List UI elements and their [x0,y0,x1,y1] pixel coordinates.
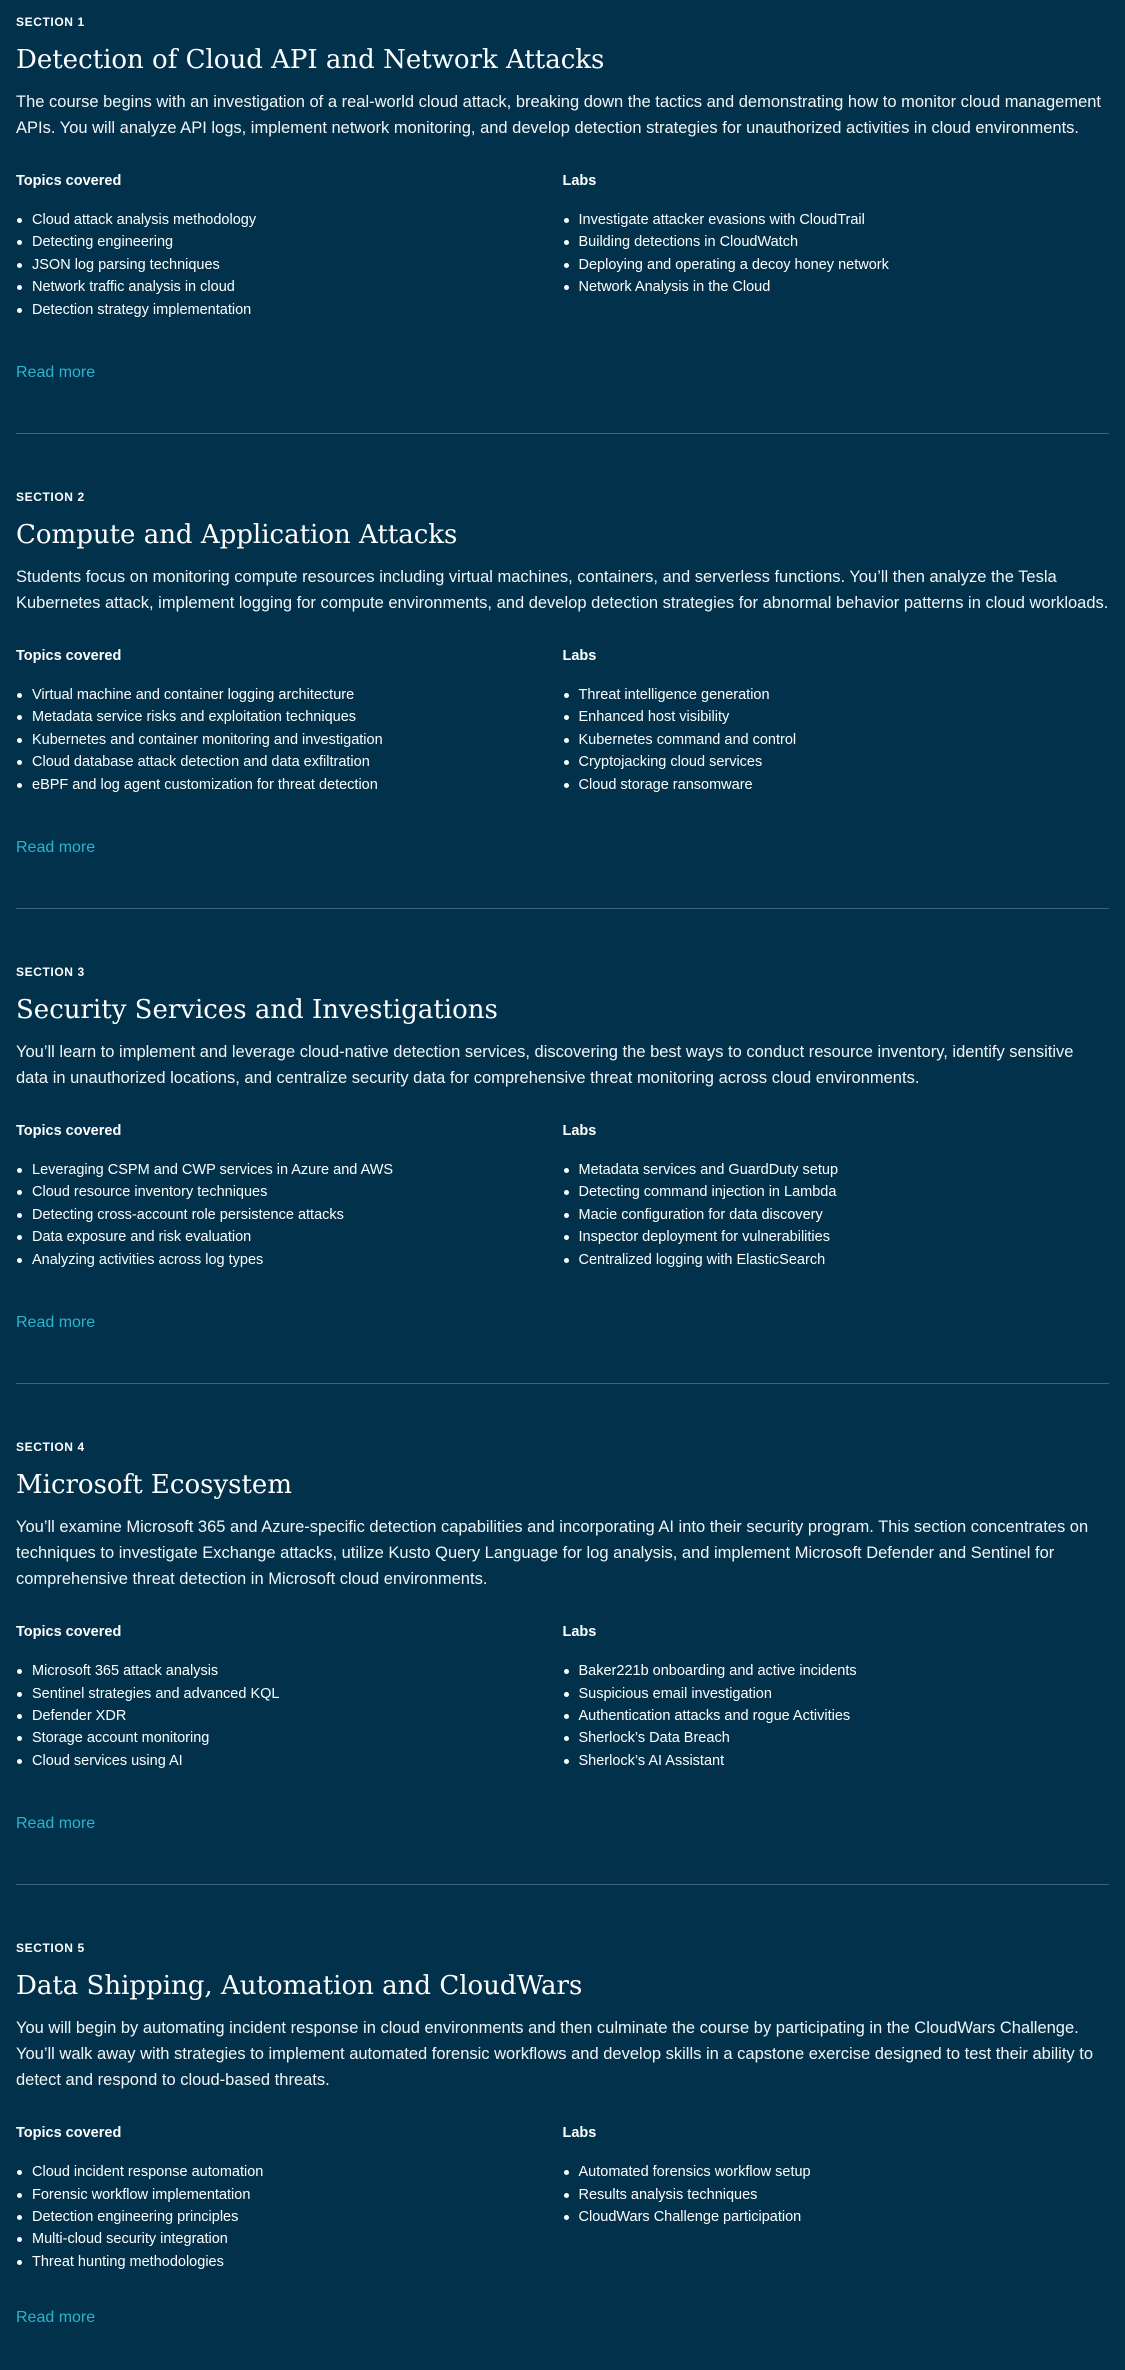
list-item: Results analysis techniques [579,2184,1110,2206]
list-item: Multi-cloud security integration [32,2228,563,2250]
list-item: Building detections in CloudWatch [579,231,1110,253]
topics-list [16,2161,563,2273]
section-label: SECTION 5 [16,1941,85,1956]
section-description: You’ll examine Microsoft 365 and Azure-specific detection capabilities and incorporating AI into their security program. This section concentrates on techniques to investigate Exchange attacks, utilize Kusto Query Language for log analysis, and implement Microsoft Defender and Sentinel for comprehensive threat detection in Microsoft cloud environments. [16,1518,1089,1589]
list-item: Defender XDR [32,1705,563,1727]
section-title: Compute and Application Attacks [16,520,458,551]
topics-list [16,1660,563,1772]
labs-heading: Labs [562,173,597,189]
list-item: Threat hunting methodologies [32,2251,563,2273]
topics-heading: Topics covered [16,173,122,189]
list-item: Baker221b onboarding and active incidents [579,1660,1110,1682]
section-label: SECTION 1 [16,15,85,29]
section-columns [16,1622,1109,1772]
list-item: Leveraging CSPM and CWP services in Azure and AWS [32,1159,563,1181]
list-item: Sentinel strategies and advanced KQL [32,1683,563,1705]
list-item: Cloud attack analysis methodology [32,209,563,231]
list-item: Suspicious email investigation [579,1683,1110,1705]
list-item: Detecting command injection in Lambda [579,1181,1110,1203]
list-item: Sherlock’s Data Breach [579,1727,1110,1749]
section-description: You’ll learn to implement and leverage cloud-native detection services, discovering the best ways to conduct resource inventory, identify sensitive data in unauthorized locations, and centralize security data for comprehensive threat monitoring across cloud environments. [16,1043,1074,1088]
labs-list [563,1660,1110,1772]
section-description: The course begins with an investigation of a real-world cloud attack, breaking down the tactics and demonstrating how to monitor cloud management APIs. You will analyze API logs, implement network monitoring, and develop detection strategies for unauthorized activities in cloud environments. [16,93,1102,137]
section-label: SECTION 3 [16,965,85,980]
list-item: Storage account monitoring [32,1727,563,1749]
section-title: Security Services and Investigations [16,995,498,1026]
section-description: You will begin by automating incident response in cloud environments and then culminate the course by participating in the CloudWars Challenge. You’ll walk away with strategies to implement automated forensic workflows and develop skills in a capstone exercise designed to test their ability to detect and respond to cloud-based threats. [16,2019,1094,2090]
list-item: Deploying and operating a decoy honey network [579,254,1110,276]
section-title: Detection of Cloud API and Network Attacks [16,45,605,75]
list-item: Forensic workflow implementation [32,2184,563,2206]
list-item: Macie configuration for data discovery [579,1204,1110,1226]
labs-list [563,1159,1110,1271]
list-item: Automated forensics workflow setup [579,2161,1110,2183]
topics-heading: Topics covered [16,1624,122,1641]
list-item: Analyzing activities across log types [32,1249,563,1271]
list-item: Kubernetes and container monitoring and investigation [32,729,563,751]
topics-column [16,646,563,796]
list-item: Cloud database attack detection and data exfiltration [32,751,563,773]
section-4 [16,1384,1109,1884]
topics-heading: Topics covered [16,2125,122,2142]
read-more-link[interactable]: Read more [16,2309,96,2327]
section-columns [16,2123,1109,2273]
section-3 [16,909,1109,1383]
list-item: Kubernetes command and control [579,729,1110,751]
list-item: Data exposure and risk evaluation [32,1226,563,1248]
list-item: Network Analysis in the Cloud [579,276,1110,298]
section-columns [16,646,1109,796]
section-2 [16,434,1109,908]
topics-column [16,2123,563,2273]
topics-heading: Topics covered [16,1123,122,1140]
list-item: Metadata services and GuardDuty setup [579,1159,1110,1181]
topics-heading: Topics covered [16,648,122,665]
list-item: Investigate attacker evasions with CloudTrail [579,209,1110,231]
list-item: CloudWars Challenge participation [579,2206,1110,2228]
section-label: SECTION 4 [16,1440,85,1455]
list-item: Cloud resource inventory techniques [32,1181,563,1203]
labs-column [563,2123,1110,2273]
section-title: Data Shipping, Automation and CloudWars [16,1971,583,2002]
list-item: Virtual machine and container logging architecture [32,684,563,706]
list-item: Detection engineering principles [32,2206,563,2228]
list-item: Sherlock’s AI Assistant [579,1750,1110,1772]
section-5 [16,1885,1109,2329]
section-label: SECTION 2 [16,490,85,505]
list-item: Centralized logging with ElasticSearch [579,1249,1110,1271]
labs-heading: Labs [562,1123,597,1140]
list-item: Detecting cross-account role persistence attacks [32,1204,563,1226]
list-item: Detection strategy implementation [32,299,563,321]
labs-heading: Labs [562,1624,597,1641]
list-item: Network traffic analysis in cloud [32,276,563,298]
labs-list [563,684,1110,796]
list-item: Inspector deployment for vulnerabilities [579,1226,1110,1248]
labs-column [563,1622,1110,1772]
labs-column [563,171,1110,321]
topics-column [16,1622,563,1772]
section-title: Microsoft Ecosystem [16,1470,292,1501]
read-more-link[interactable]: Read more [16,364,96,382]
list-item: Cloud services using AI [32,1750,563,1772]
list-item: JSON log parsing techniques [32,254,563,276]
list-item: Cloud incident response automation [32,2161,563,2183]
topics-list [16,209,563,321]
list-item: eBPF and log agent customization for threat detection [32,774,563,796]
list-item: Cloud storage ransomware [579,774,1110,796]
labs-heading: Labs [562,648,597,665]
topics-column [16,1121,563,1271]
labs-heading: Labs [562,2125,597,2142]
section-columns [16,171,1109,321]
topics-list [16,684,563,796]
read-more-link[interactable]: Read more [16,1314,96,1332]
list-item: Cryptojacking cloud services [579,751,1110,773]
read-more-link[interactable]: Read more [16,1815,96,1833]
list-item: Enhanced host visibility [579,706,1110,728]
list-item: Detecting engineering [32,231,563,253]
section-columns [16,1121,1109,1271]
section-description: Students focus on monitoring compute resources including virtual machines, containers, and serverless functions. You’ll then analyze the Tesla Kubernetes attack, implement logging for compute environments, and develop detection strategies for abnormal behavior patterns in cloud workloads. [16,568,1109,613]
section-1 [16,0,1109,433]
labs-list [563,209,1110,299]
labs-list [563,2161,1110,2228]
list-item: Metadata service risks and exploitation techniques [32,706,563,728]
list-item: Threat intelligence generation [579,684,1110,706]
labs-column [563,1121,1110,1271]
labs-column [563,646,1110,796]
read-more-link[interactable]: Read more [16,839,96,857]
list-item: Authentication attacks and rogue Activities [579,1705,1110,1727]
topics-list [16,1159,563,1271]
topics-column [16,171,563,321]
list-item: Microsoft 365 attack analysis [32,1660,563,1682]
